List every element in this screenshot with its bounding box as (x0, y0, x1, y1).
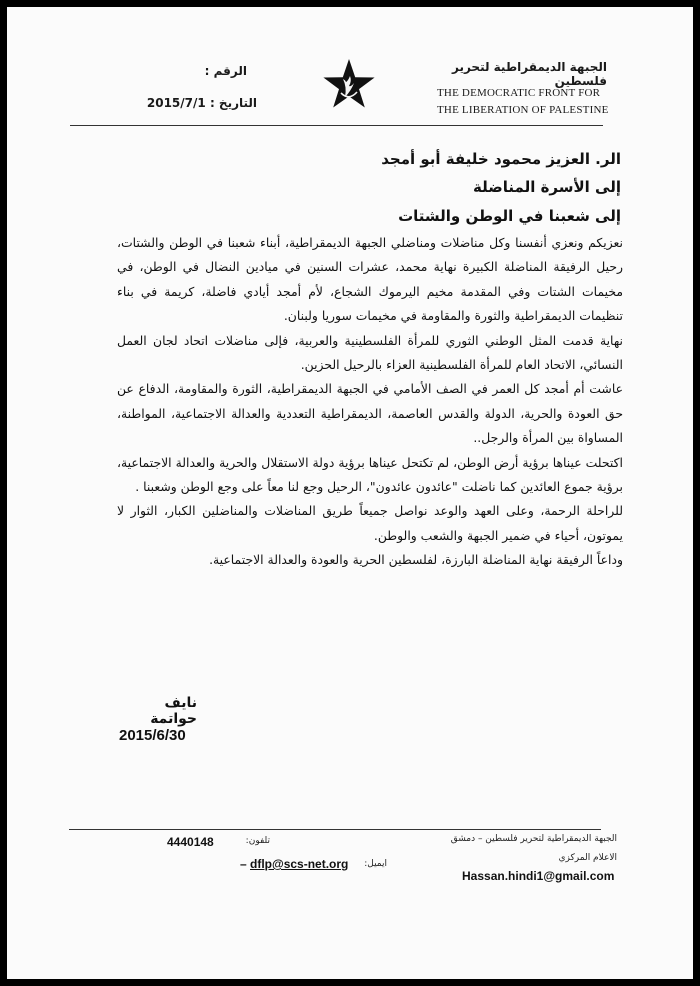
body-paragraph-2: نهاية قدمت المثل الوطني الثوري للمرأة الفلسطينية والعربية، فإلى مناضلات اتحاد لجان العمل النسائي، الاتحاد العام للمرأة الفلسطينية العزاء بالرحيل الحزين. (117, 332, 623, 373)
date-label: التاريخ : (209, 96, 257, 110)
header-date (127, 96, 257, 110)
org-name-english-line1: THE DEMOCRATIC FRONT FOR (437, 87, 601, 99)
footer-org-city: الجبهة الديمقراطية لتحرير فلسطين – دمشق (450, 834, 617, 844)
addressee-line-3: إلى شعبنا في الوطن والشتات (398, 207, 621, 225)
date-value: 2015/7/1 (146, 96, 206, 110)
org-name-english-line2: THE LIBERATION OF PALESTINE (437, 104, 609, 116)
org-name-arabic: الجبهة الديمقراطية لتحرير فلسطين (451, 60, 607, 88)
footer-media-office: الاعلام المركزي (558, 853, 617, 863)
star-logo-icon (321, 57, 377, 113)
body-paragraph-1: نعزيكم ونعزي أنفسنا وكل مناضلات ومناضلي الجبهة الديمقراطية، أبناء شعبنا في الوطن والشتات، رحيل الرفيقة المناضلة الكبيرة نهاية محمد، عشرات السنين في ميادين النضال في الوطن، في مخيمات الشتات وفي المقدمة مخيم اليرموك الشجاع، لأم أمجد أيادي فاضلة، كريمة في بناء تنظيمات الديمقراطية والثورة والمقاومة في مخيمات سوريا ولبنان. (117, 235, 623, 324)
addressee-line-1: الر. العزيز محمود خليفة أبو أمجد (381, 150, 621, 168)
footer-email (240, 857, 350, 871)
body-paragraph-3: عاشت أم أمجد كل العمر في الصف الأمامي في الجبهة الديمقراطية، الثورة والمقاومة، الدفاع عن حق العودة والحرية، الدولة والقدس العاصمة، الديمقراطية التعددية والعدالة الاجتماعية، المواطنة، المساواة بين المرأة والرجل.. (117, 381, 623, 446)
letter-body (117, 231, 623, 573)
footer-email-dash: – (240, 857, 251, 871)
footer-email-label: ايميل: (364, 859, 387, 869)
reference-number-label: الرقم : (204, 64, 247, 78)
footer-phone-label: تلفون: (245, 836, 270, 846)
addressee-line-2: إلى الأسرة المناضلة (473, 178, 621, 196)
signatory-name: نايف حواتمة (150, 695, 197, 727)
signature-date: 2015/6/30 (119, 727, 186, 744)
footer-email-address: dflp@scs-net.org (250, 857, 349, 871)
body-paragraph-6: وداعاً الرفيقة نهاية المناضلة البارزة، لفلسطين الحرية والعودة والعدالة الاجتماعية. (209, 552, 623, 568)
letter-page (7, 7, 693, 979)
footer-gmail-address: Hassan.hindi1@gmail.com (462, 869, 615, 883)
header-divider (70, 125, 603, 126)
body-paragraph-5: للراحلة الرحمة، وعلى العهد والوعد نواصل جميعاً طريق المناضلات والمناضلين الكبار، الثوار لا يموتون، أحياء في ضمير الجبهة والشعب والوطن. (117, 503, 623, 543)
footer-divider (69, 829, 601, 830)
body-paragraph-4: اكتحلت عيناها برؤية أرض الوطن، لم تكتحل عيناها برؤية دولة الاستقلال والحرية والعدالة الاجتماعية، برؤية جموع العائدين كما ناضلت "عائدون عائدون"، الرحيل وجع لنا معاً على وجع الوطن وشعبنا . (117, 454, 623, 495)
footer-phone-number: 4440148 (167, 835, 214, 849)
